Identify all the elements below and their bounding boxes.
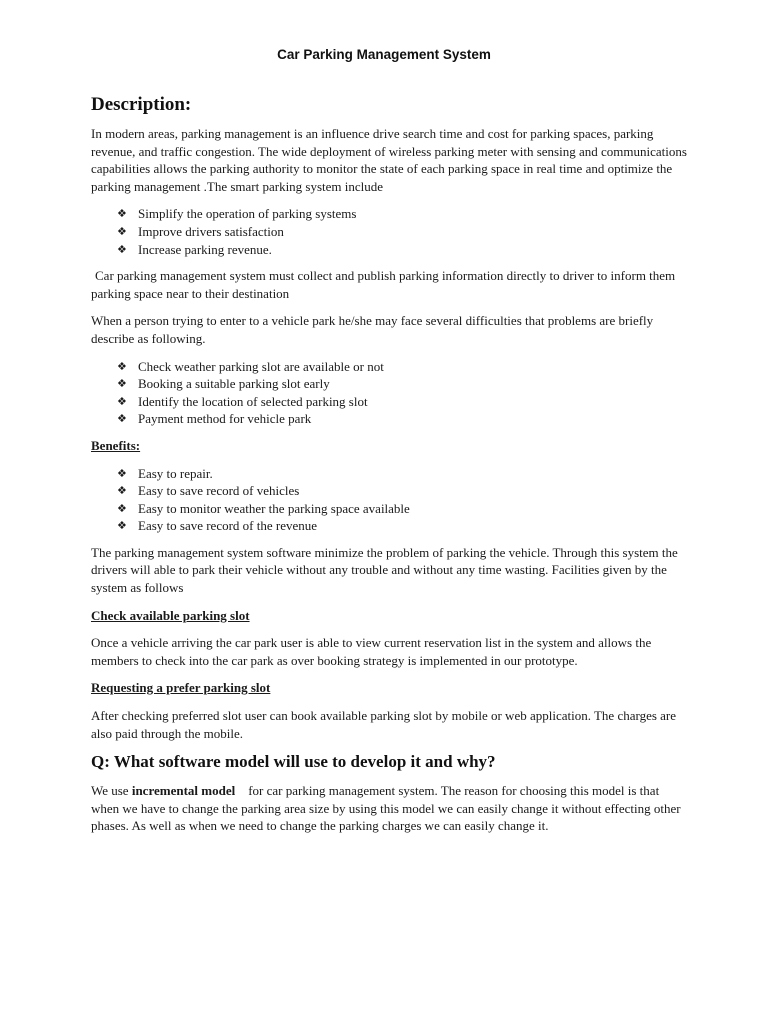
benefits-list [117,465,687,535]
answer-suffix: for car parking management system. The reason for choosing this model is that when we have to change the parking area size by using this model we can easily change it without effecting other phases. As well as when we need to change the parking charges we can easily change it. [91,783,684,834]
list-item: ❖ Easy to repair. [117,465,687,483]
document-body [91,94,687,845]
request-slot-paragraph: After checking preferred slot user can book available parking slot by mobile or web application. The charges are also paid through the mobile. [91,708,677,741]
document-title: Car Parking Management System [277,47,491,62]
answer-paragraph [91,782,687,835]
benefits-heading: Benefits: [91,437,141,453]
list-item: ❖ Easy to save record of vehicles [117,482,687,500]
difficulties-list [117,358,687,428]
collect-info-paragraph: Car parking management system must collect and publish parking information directly to driver to inform them parking space near to their destination [91,268,676,301]
list-item: ❖ Increase parking revenue. [117,241,687,259]
list-item: ❖ Identify the location of selected parking slot [117,393,687,411]
request-slot-heading: Requesting a prefer parking slot [91,680,271,696]
description-heading: Description: [91,94,192,115]
list-item: ❖ Booking a suitable parking slot early [117,375,687,393]
list-item: ❖ Easy to save record of the revenue [117,517,687,535]
difficulties-paragraph: When a person trying to enter to a vehicle park he/she may face several difficulties that problems are briefly describe as following. [91,313,654,346]
software-paragraph: The parking management system software minimize the problem of parking the vehicle. Through this system the drivers will able to park their vehicle without any trouble and without any time wasting. Facilities given by the system as follows [91,544,678,596]
list-item: ❖ Easy to monitor weather the parking space available [117,500,687,518]
question-heading: Q: What software model will use to develop it and why? [91,752,496,772]
check-slot-paragraph: Once a vehicle arriving the car park user is able to view current reservation list in the system and allows the members to check into the car park as over booking strategy is implemented in our prototype. [91,635,652,668]
answer-prefix: We use [91,783,132,799]
check-slot-heading: Check available parking slot [91,607,250,623]
intro-paragraph: In modern areas, parking management is an influence drive search time and cost for parking spaces, parking revenue, and traffic congestion. The wide deployment of wireless parking meter with sensing and communications capabilities allows the parking authority to monitor the state of each parking space in real time and optimize the parking management .The smart parking system include [91,126,687,194]
list-item: ❖ Simplify the operation of parking systems [117,205,687,223]
incremental-model-term: incremental model [131,783,236,799]
list-item: ❖ Check weather parking slot are available or not [117,358,687,376]
smart-parking-list [117,205,687,258]
list-item: ❖ Payment method for vehicle park [117,410,687,428]
list-item: ❖ Improve drivers satisfaction [117,223,687,241]
